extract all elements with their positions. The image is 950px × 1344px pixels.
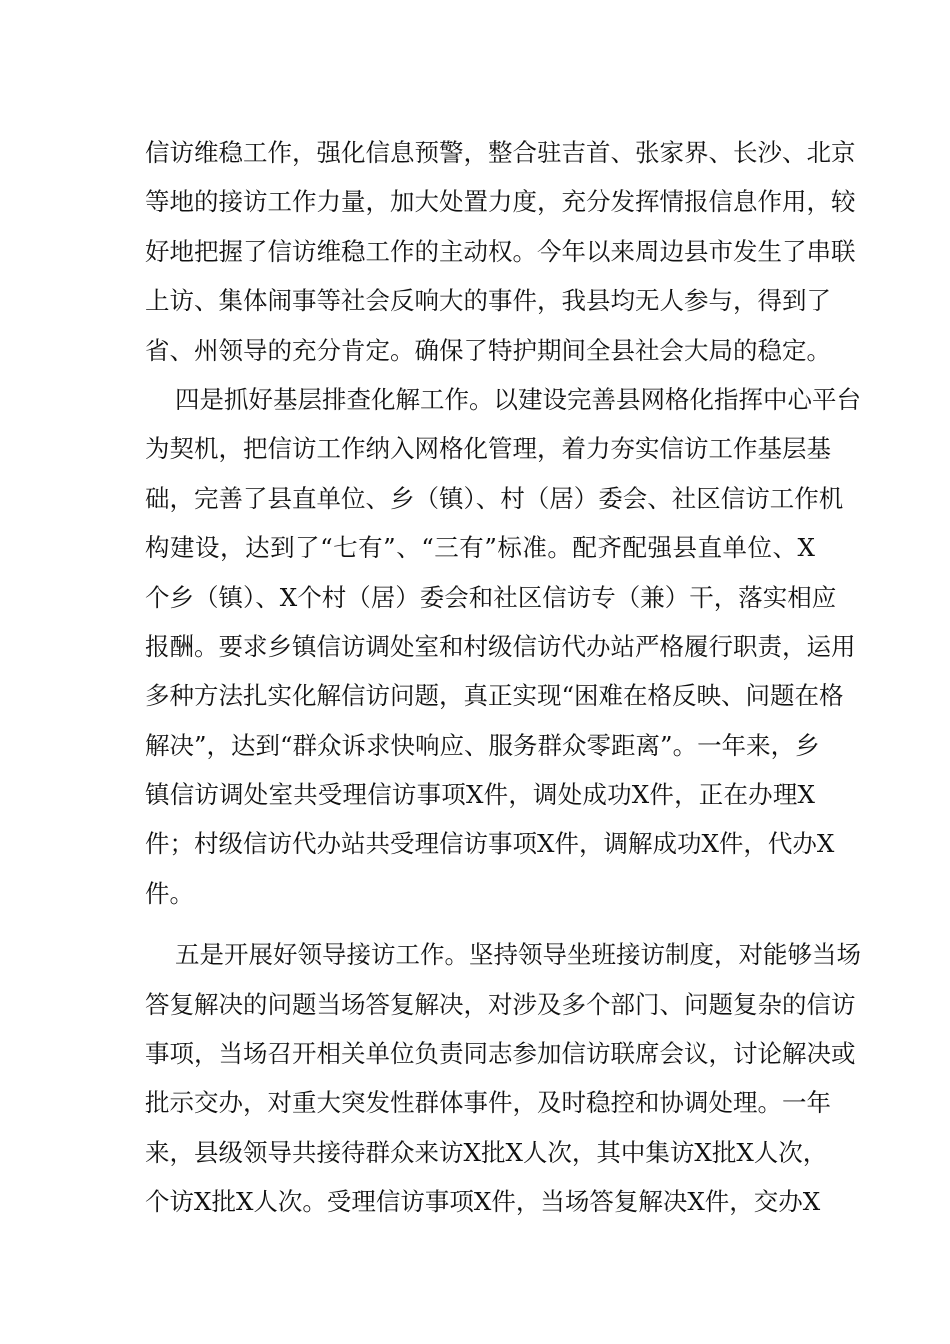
paragraph-line: 答复解决的问题当场答复解决，对涉及多个部门、问题复杂的信访 (145, 989, 856, 1019)
paragraph-line: 信访维稳工作，强化信息预警，整合驻吉首、张家界、长沙、北京 (145, 138, 856, 167)
paragraph-line: 事项，当场召开相关单位负责同志参加信访联席会议，讨论解决或 (145, 1039, 856, 1069)
paragraph-line: 个乡（镇）、X个村（居）委会和社区信访专（兼）干，落实相应 (145, 582, 837, 612)
paragraph-gap (145, 918, 815, 930)
paragraph-line: 础，完善了县直单位、乡（镇）、村（居）委会、社区信访工作机 (145, 483, 844, 513)
paragraph-line: 镇信访调处室共受理信访事项X件，调处成功X件，正在办理X (145, 780, 815, 810)
paragraph-line: 解决”，达到“群众诉求快响应、服务群众零距离”。一年来，乡 (145, 730, 820, 760)
paragraph-line: 报酬。要求乡镇信访调处室和村级信访代办站严格履行职责，运用 (145, 631, 856, 661)
document-body (145, 128, 861, 1227)
paragraph-line: 件。 (145, 878, 194, 908)
paragraph-first-line: 四是抓好基层排查化解工作。以建设完善县网格化指挥中心平台 (175, 384, 861, 414)
paragraph-line: 件；村级信访代办站共受理信访事项X件，调解成功X件，代办X (145, 829, 835, 859)
paragraph-line: 上访、集体闹事等社会反响大的事件，我县均无人参与，得到了 (145, 286, 831, 316)
paragraph-line: 省、州领导的充分肯定。确保了特护期间全县社会大局的稳定。 (145, 335, 831, 365)
paragraph-first-line: 五是开展好领导接访工作。坚持领导坐班接访制度，对能够当场 (175, 940, 861, 970)
paragraph-line: 为契机，把信访工作纳入网格化管理，着力夯实信访工作基层基 (145, 434, 831, 464)
paragraph-line: 个访X批X人次。受理信访事项X件，当场答复解决X件，交办X (145, 1187, 821, 1217)
paragraph-line: 构建设，达到了“七有”、“三有”标准。配齐配强县直单位、X (145, 533, 815, 563)
paragraph-line: 批示交办，对重大突发性群体事件，及时稳控和协调处理。一年 (145, 1088, 831, 1118)
paragraph-line: 等地的接访工作力量，加大处置力度，充分发挥情报信息作用，较 (145, 187, 856, 217)
paragraph-line: 来，县级领导共接待群众来访X批X人次，其中集访X批X人次， (145, 1137, 828, 1167)
paragraph-line: 多种方法扎实化解信访问题，真正实现“困难在格反映、问题在格 (145, 681, 844, 711)
paragraph-line: 好地把握了信访维稳工作的主动权。今年以来周边县市发生了串联 (145, 236, 856, 266)
